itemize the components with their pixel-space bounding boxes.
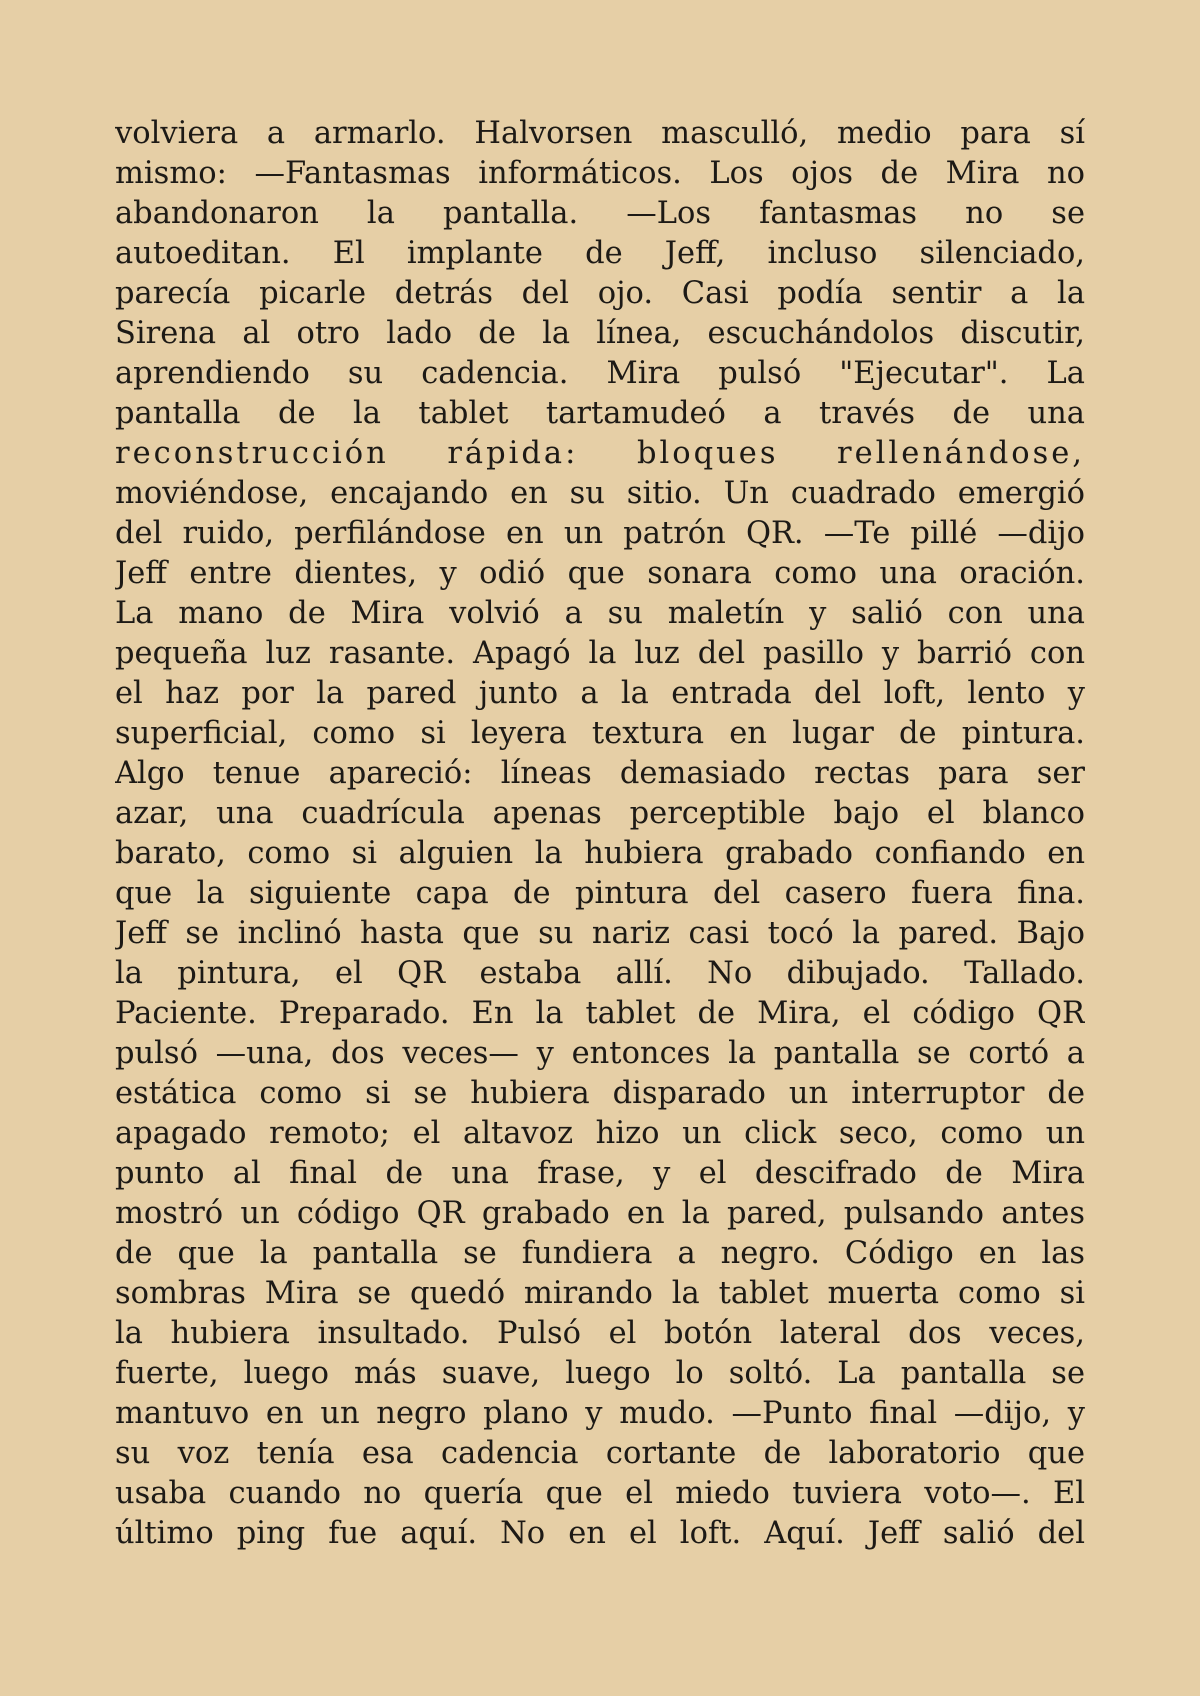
text-line: apagado remoto; el altavoz hizo un click seco, como un [115, 1116, 1085, 1151]
text-line: Algo tenue apareció: líneas demasiado rectas para ser [115, 756, 1085, 791]
text-line: usaba cuando no quería que el miedo tuviera voto—. El [115, 1476, 1085, 1511]
text-line: pulsó —una, dos veces— y entonces la pantalla se cortó a [115, 1036, 1085, 1071]
text-line: Jeff se inclinó hasta que su nariz casi tocó la pared. Bajo [115, 916, 1085, 951]
text-line: azar, una cuadrícula apenas perceptible bajo el blanco [115, 796, 1085, 831]
body-text [115, 114, 1085, 1554]
text-line: autoeditan. El implante de Jeff, incluso silenciado, [115, 236, 1085, 271]
text-line: el haz por la pared junto a la entrada del loft, lento y [115, 676, 1085, 711]
text-line: Paciente. Preparado. En la tablet de Mira, el código QR [115, 996, 1085, 1031]
text-line: pantalla de la tablet tartamudeó a través de una [115, 396, 1085, 431]
text-line: mismo: —Fantasmas informáticos. Los ojos de Mira no [115, 156, 1085, 191]
text-line: sombras Mira se quedó mirando la tablet muerta como si [115, 1276, 1085, 1311]
text-line: volviera a armarlo. Halvorsen masculló, medio para sí [115, 116, 1085, 151]
text-line: su voz tenía esa cadencia cortante de laboratorio que [115, 1436, 1085, 1471]
text-line: parecía picarle detrás del ojo. Casi podía sentir a la [115, 276, 1085, 311]
text-line: reconstrucción rápida: bloques rellenándose, [115, 436, 1085, 471]
text-line: la hubiera insultado. Pulsó el botón lateral dos veces, [115, 1316, 1085, 1351]
text-line: Jeff entre dientes, y odió que sonara como una oración. [115, 556, 1085, 591]
text-line: del ruido, perfilándose en un patrón QR. —Te pillé —dijo [115, 516, 1085, 551]
text-line: abandonaron la pantalla. —Los fantasmas no se [115, 196, 1085, 231]
text-line: superficial, como si leyera textura en lugar de pintura. [115, 716, 1085, 751]
text-line: mostró un código QR grabado en la pared, pulsando antes [115, 1196, 1085, 1231]
text-line: moviéndose, encajando en su sitio. Un cuadrado emergió [115, 476, 1085, 511]
text-line: barato, como si alguien la hubiera grabado confiando en [115, 836, 1085, 871]
text-line: La mano de Mira volvió a su maletín y salió con una [115, 596, 1085, 631]
text-line: pequeña luz rasante. Apagó la luz del pasillo y barrió con [115, 636, 1085, 671]
text-line: fuerte, luego más suave, luego lo soltó. La pantalla se [115, 1356, 1085, 1391]
text-line: Sirena al otro lado de la línea, escuchándolos discutir, [115, 316, 1085, 351]
text-line: la pintura, el QR estaba allí. No dibujado. Tallado. [115, 956, 1085, 991]
text-line: de que la pantalla se fundiera a negro. Código en las [115, 1236, 1085, 1271]
text-line: último ping fue aquí. No en el loft. Aquí. Jeff salió del [115, 1516, 1085, 1551]
text-line: mantuvo en un negro plano y mudo. —Punto final —dijo, y [115, 1396, 1085, 1431]
text-line: estática como si se hubiera disparado un interruptor de [115, 1076, 1085, 1111]
text-line: punto al final de una frase, y el descifrado de Mira [115, 1156, 1085, 1191]
text-line: aprendiendo su cadencia. Mira pulsó "Ejecutar". La [115, 356, 1085, 391]
text-line: que la siguiente capa de pintura del casero fuera fina. [115, 876, 1085, 911]
